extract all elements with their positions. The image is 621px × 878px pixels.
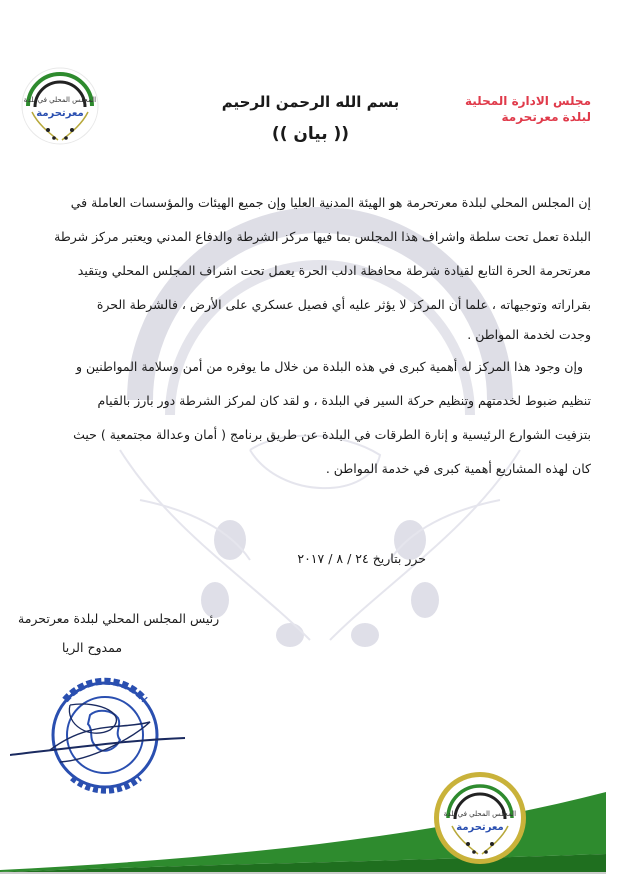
organization-line-1: مجلس الادارة المحلية (465, 94, 591, 108)
paragraph-2-line: كان لهذه المشاريع أهمية كبرى في خدمة المواطن . (325, 461, 591, 476)
statement-body (30, 186, 591, 486)
issue-date: حرر بتاريخ ٢٤ / ٨ / ٢٠١٧ (297, 551, 426, 566)
paragraph-1-line: وجدت لخدمة المواطن . (467, 327, 591, 342)
signatory-title: رئيس المجلس المحلي لبلدة معرتحرمة (18, 611, 220, 626)
paragraph-1-line: معرتحرمة الحرة التابع لقيادة شرطة محافظة ادلب الحرة يعمل تحت اشراف المجلس المحلي ويتقيد (77, 263, 591, 278)
basmala: بسم الله الرحمن الرحيم (221, 93, 400, 111)
footer-council-logo (432, 770, 528, 866)
svg-text:معرتحرمة: معرتحرمة (36, 108, 84, 119)
paragraph-2-line: وإن وجود هذا المركز له أهمية كبرى في هذه البلدة من خلال ما يوفره من أمن وسلامة المواطنين و (75, 359, 583, 374)
statement-title: (( بيان )) (271, 124, 350, 144)
signatory-name: ممدوح الريا (62, 640, 123, 655)
paragraph-1-line: بقراراته وتوجيهاته ، علما أن المركز لا يؤثر عليه أي فصيل عسكري على الأرض ، فالشرطة الحرة (96, 297, 591, 312)
svg-text:المجلس المحلي في بلدة: المجلس المحلي في بلدة (23, 96, 97, 104)
paragraph-2-line: بتزفيت الشوارع الرئيسية و إنارة الطرقات في البلدة عن طريق برنامج ( أمان وعدالة مجتمعية ) حيث (73, 427, 591, 442)
svg-text:المجلس المحلي في بلدة: المجلس المحلي في بلدة (443, 810, 517, 818)
svg-text:معرتحرمة: معرتحرمة (456, 822, 504, 833)
paragraph-1-line: إن المجلس المحلي لبلدة معرتحرمة هو الهيئة المدنية العليا وإن جميع الهيئات والمؤسسات العاملة في (70, 195, 591, 210)
organization-line-2: لبلدة معرتحرمة (501, 110, 591, 124)
paragraph-1-line: البلدة تعمل تحت سلطة واشراف هذا المجلس بما فيها مركز الشرطة والدفاع المدني ويعتبر مركز شرطة (54, 229, 591, 244)
paragraph-2-line: تنظيم ضبوط لخدمتهم وتنظيم حركة السير في البلدة ، و لقد كان لمركز الشرطة دور بارز بالقيام (97, 393, 591, 408)
